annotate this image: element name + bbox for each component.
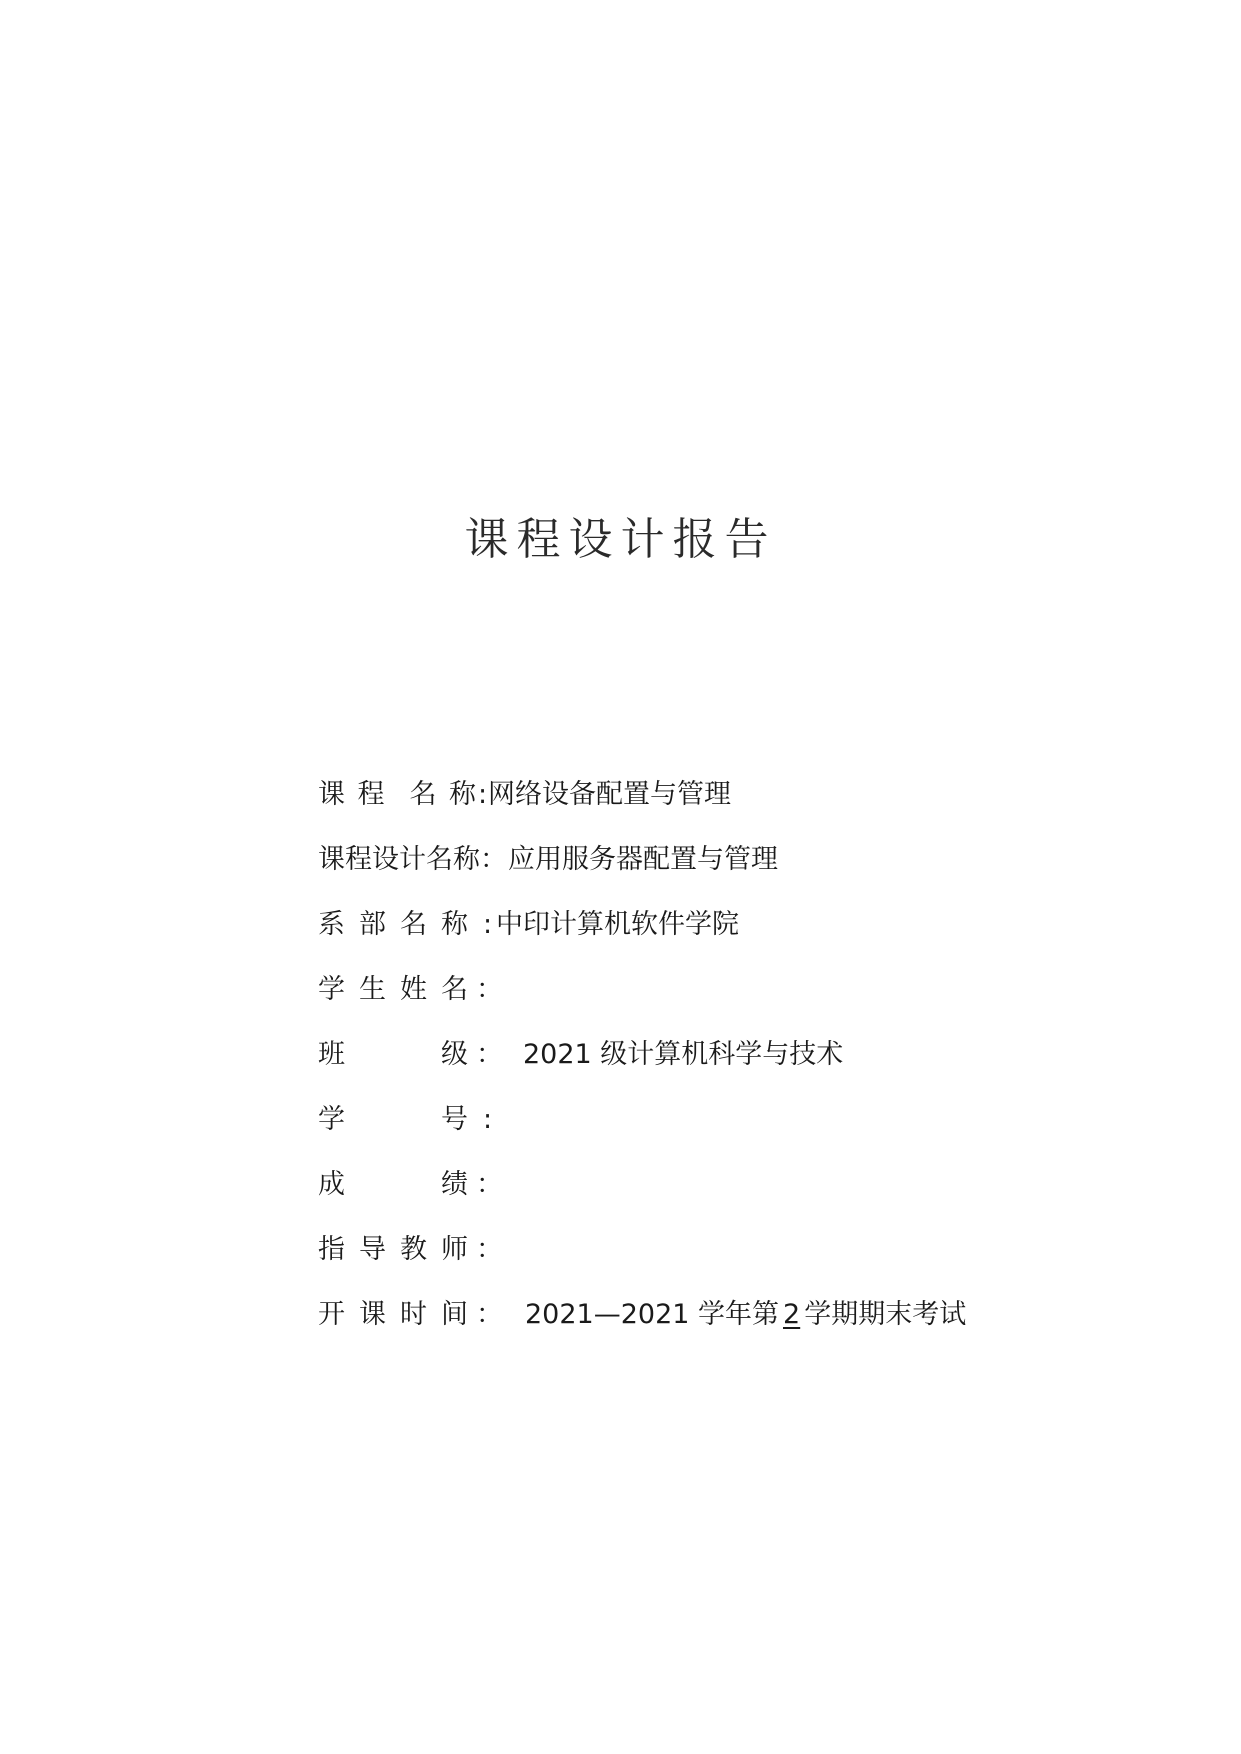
field-colon: : [483, 1104, 493, 1135]
field-label: 学 生 姓 名 [318, 974, 468, 1005]
field-value: 中印计算机软件学院 [496, 909, 739, 940]
field-colon: ： [476, 1039, 503, 1070]
field-colon: ： [476, 1299, 503, 1330]
field-colon: : [483, 909, 493, 940]
field-grade [318, 1160, 1198, 1225]
field-label: 班 级 [318, 1039, 468, 1070]
field-course-period [318, 1290, 1198, 1355]
field-label: 指 导 教 师 [318, 1234, 468, 1265]
field-colon: ： [480, 844, 507, 875]
report-title: 课程设计报告 [464, 514, 777, 565]
field-value: 应用服务器配置与管理 [508, 844, 778, 875]
field-course-name [318, 770, 1198, 835]
field-label: 开 课 时 间 [318, 1299, 468, 1330]
field-value: 2021—2021 学年第 2 学期期末考试 [525, 1299, 967, 1330]
field-colon: ： [476, 1234, 503, 1265]
field-design-name [318, 835, 1198, 900]
field-label: 学 号 [318, 1104, 468, 1135]
semester-number: 2 [783, 1299, 801, 1330]
field-colon: : [478, 779, 488, 810]
field-label: 课程设计名称 [318, 844, 480, 875]
field-label: 成 绩 [318, 1169, 468, 1200]
field-student-name [318, 965, 1198, 1030]
field-label: 系 部 名 称 [318, 909, 468, 940]
field-colon: ： [476, 974, 503, 1005]
field-label: 课 程 名 称 [318, 779, 476, 810]
info-block [318, 770, 1198, 1355]
field-value: 2021 级计算机科学与技术 [523, 1039, 844, 1070]
field-class [318, 1030, 1198, 1095]
field-colon: ： [476, 1169, 503, 1200]
field-student-id [318, 1095, 1198, 1160]
field-department [318, 900, 1198, 965]
field-value: 网络设备配置与管理 [488, 779, 731, 810]
field-advisor [318, 1225, 1198, 1290]
